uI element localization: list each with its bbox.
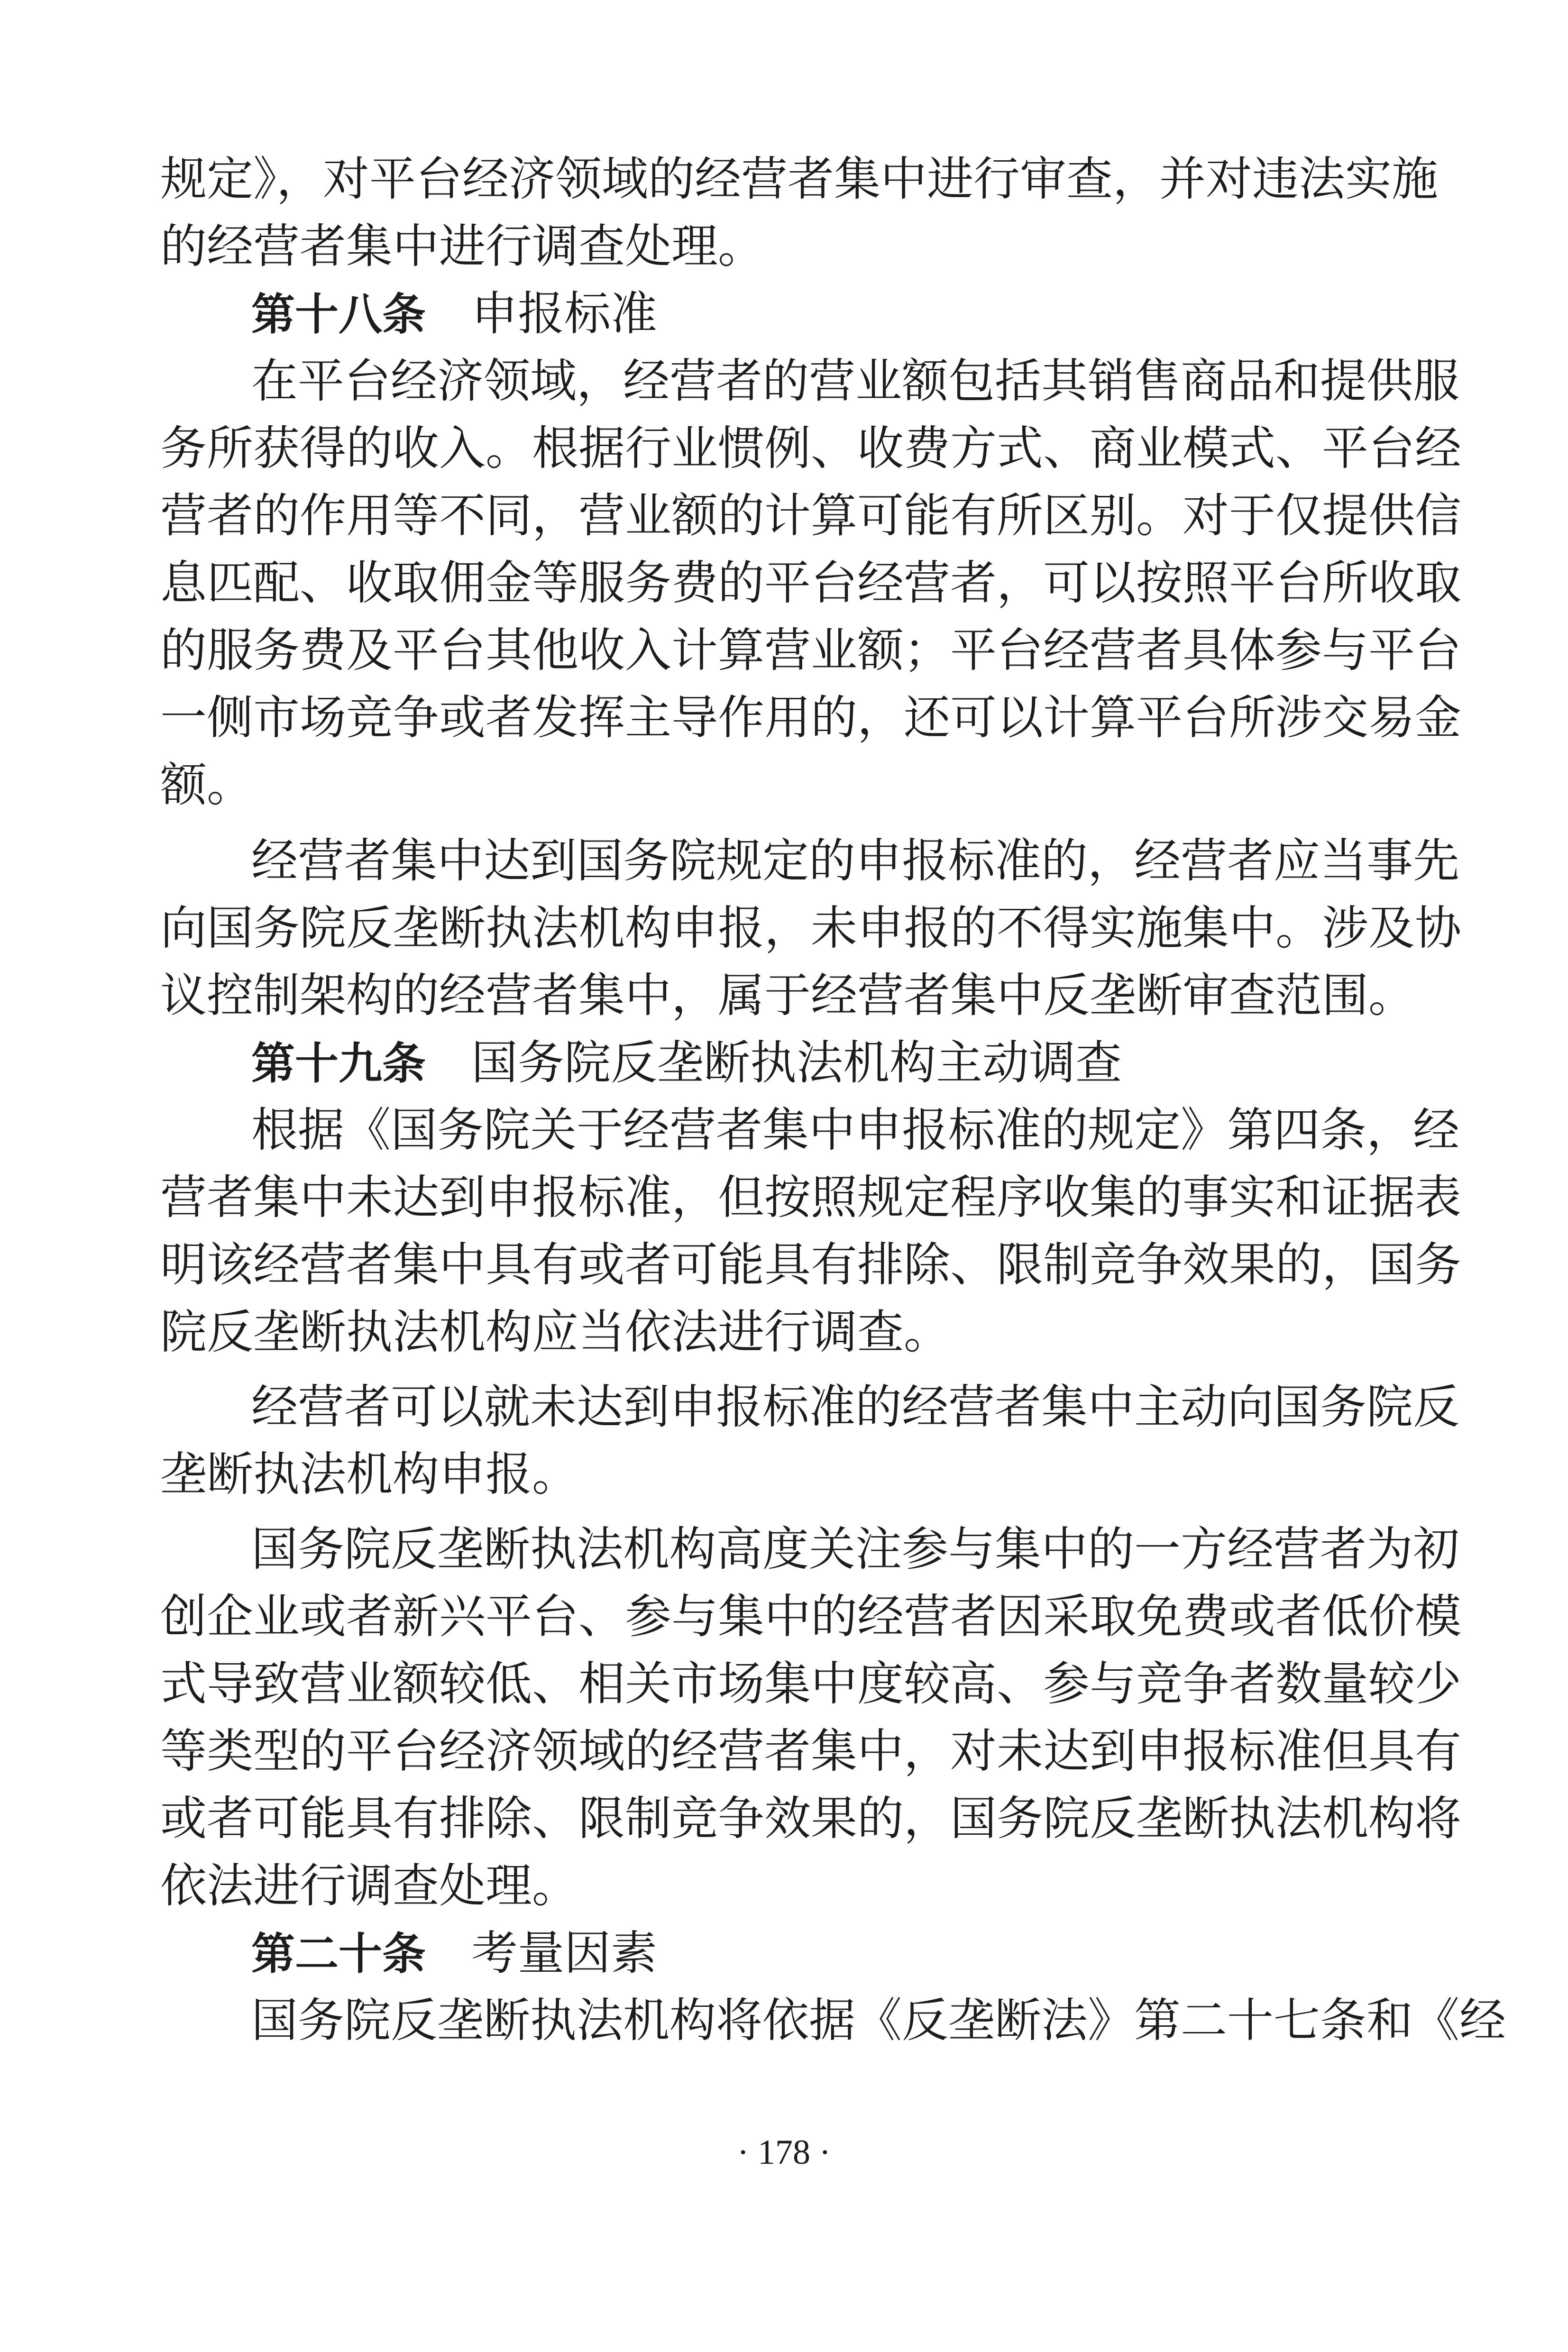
article-heading-18: [251, 278, 657, 349]
body-text-line: 务所获得的收入。根据行业惯例、收费方式、商业模式、平台经: [160, 421, 1462, 476]
article-title: 考量因素: [471, 1926, 658, 1980]
body-text-line: 经营者可以就未达到申报标准的经营者集中主动向国务院反: [251, 1380, 1460, 1434]
body-text-line: 明该经营者集中具有或者可能具有排除、限制竞争效果的，国务: [160, 1238, 1462, 1292]
body-text-line: 或者可能具有排除、限制竞争效果的，国务院反垄断执法机构将: [160, 1792, 1462, 1846]
article-heading-20: [251, 1918, 657, 1989]
body-text-line: 经营者集中达到国务院规定的申报标准的，经营者应当事先: [251, 834, 1460, 888]
body-text-line: 规定》，对平台经济领域的经营者集中进行审查，并对违法实施: [160, 152, 1439, 206]
article-heading-19: [251, 1027, 1122, 1098]
article-number: 第二十条: [251, 1929, 426, 1979]
body-text-line: 的服务费及平台其他收入计算营业额；平台经营者具体参与平台: [160, 623, 1462, 677]
article-title: 申报标准: [471, 287, 658, 341]
body-text-line: 营者的作用等不同，营业额的计算可能有所区别。对于仅提供信: [160, 489, 1462, 543]
body-text-line: 国务院反垄断执法机构高度关注参与集中的一方经营者为初: [251, 1522, 1460, 1576]
body-text-line: 营者集中未达到申报标准，但按照规定程序收集的事实和证据表: [160, 1171, 1462, 1225]
article-title: 国务院反垄断执法机构主动调查: [471, 1036, 1122, 1090]
page-number: · 178 ·: [737, 2133, 831, 2172]
body-text-line: 垄断执法机构申报。: [160, 1447, 579, 1501]
body-text-line: 议控制架构的经营者集中，属于经营者集中反垄断审查范围。: [160, 969, 1415, 1023]
body-text-line: 息匹配、收取佣金等服务费的平台经营者，可以按照平台所收取: [160, 556, 1462, 610]
body-text-line: 额。: [160, 758, 254, 812]
body-text-line: 院反垄断执法机构应当依法进行调查。: [160, 1305, 951, 1359]
body-text-line: 国务院反垄断执法机构将依据《反垄断法》第二十七条和《经: [251, 1994, 1506, 2048]
body-text-line: 式导致营业额较低、相关市场集中度较高、参与竞争者数量较少: [160, 1657, 1462, 1711]
body-text-line: 等类型的平台经济领域的经营者集中，对未达到申报标准但具有: [160, 1724, 1462, 1778]
body-text-line: 根据《国务院关于经营者集中申报标准的规定》第四条，经: [251, 1103, 1460, 1157]
body-text-line: 一侧市场竞争或者发挥主导作用的，还可以计算平台所涉交易金: [160, 691, 1462, 745]
article-number: 第十九条: [251, 1038, 426, 1089]
body-text-line: 向国务院反垄断执法机构申报，未申报的不得实施集中。涉及协: [160, 901, 1462, 955]
body-text-line: 创企业或者新兴平台、参与集中的经营者因采取免费或者低价模: [160, 1590, 1462, 1644]
body-text-line: 依法进行调查处理。: [160, 1859, 579, 1913]
body-text-line: 在平台经济领域，经营者的营业额包括其销售商品和提供服: [251, 354, 1460, 408]
article-number: 第十八条: [251, 289, 426, 340]
body-text-line: 的经营者集中进行调查处理。: [160, 220, 765, 274]
